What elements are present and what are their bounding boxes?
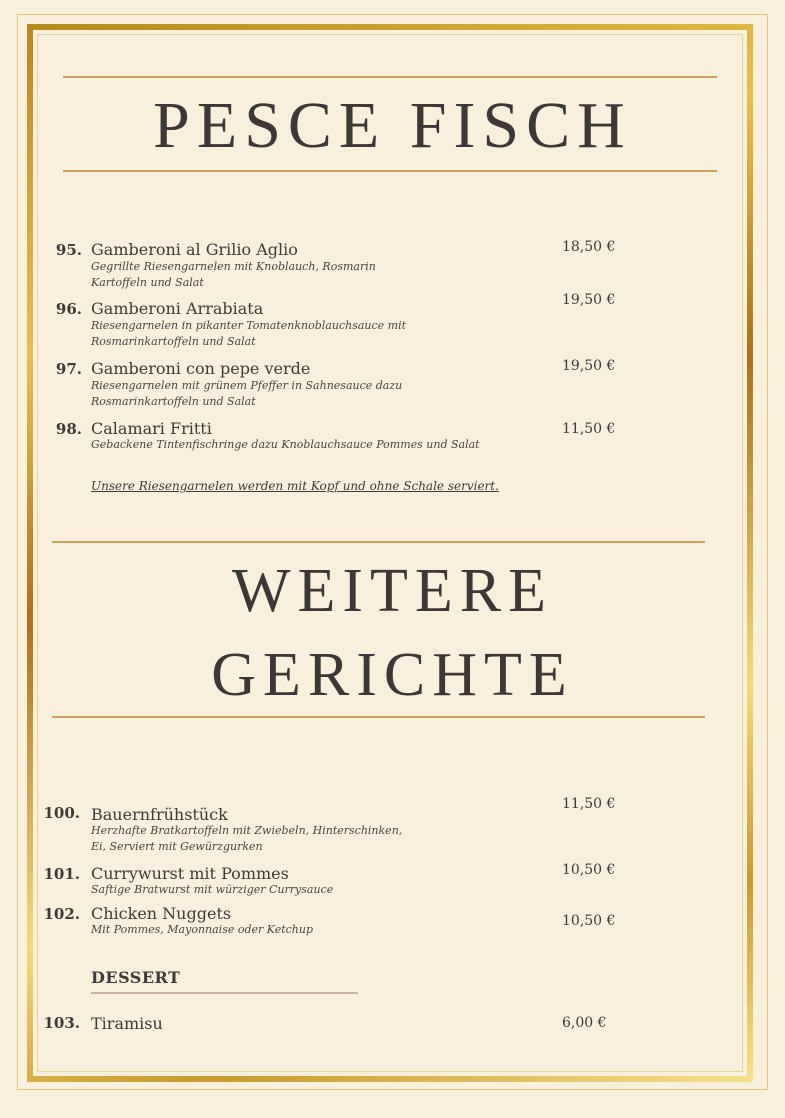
item-price: 6,00 € bbox=[562, 1015, 607, 1031]
item-number: 103. bbox=[43, 1014, 80, 1032]
title-rule-top bbox=[52, 541, 705, 543]
item-description: Herzhafte Bratkartoffeln mit Zwiebeln, Hinterschinken, Ei, Serviert mit Gewürzgurken bbox=[91, 824, 403, 853]
item-description: Gebackene Tintenfischringe dazu Knoblauchsauce Pommes und Salat bbox=[91, 438, 480, 451]
item-name: Currywurst mit Pommes bbox=[91, 864, 289, 883]
item-number: 98. bbox=[55, 420, 82, 438]
item-name: Gamberoni al Grilio Aglio bbox=[91, 240, 298, 259]
item-number: 101. bbox=[43, 865, 80, 883]
item-description: Riesengarnelen in pikanter Tomatenknoblauchsauce mit Rosmarinkartoffeln und Salat bbox=[91, 319, 407, 348]
item-price: 10,50 € bbox=[562, 913, 616, 929]
item-number: 97. bbox=[55, 360, 82, 378]
title-rule-top bbox=[63, 76, 717, 78]
item-name: Tiramisu bbox=[91, 1014, 163, 1033]
item-price: 10,50 € bbox=[562, 862, 616, 878]
item-name: Gamberoni Arrabiata bbox=[91, 299, 264, 318]
item-price: 11,50 € bbox=[562, 421, 616, 437]
item-description: Riesengarnelen mit grünem Pfeffer in Sahnesauce dazu Rosmarinkartoffeln und Salat bbox=[91, 379, 403, 408]
item-name: Gamberoni con pepe verde bbox=[91, 359, 311, 378]
item-description: Gegrillte Riesengarnelen mit Knoblauch, Rosmarin Kartoffeln und Salat bbox=[91, 260, 376, 289]
section-title-line2: GERICHTE bbox=[211, 641, 574, 709]
title-rule-bottom bbox=[63, 170, 717, 172]
section-title-line1: WEITERE bbox=[231, 557, 553, 625]
item-number: 95. bbox=[55, 241, 82, 259]
section-title-fisch: PESCE FISCH bbox=[153, 89, 632, 162]
item-price: 19,50 € bbox=[562, 292, 616, 308]
item-name: Calamari Fritti bbox=[91, 419, 212, 438]
item-name: Bauernfrühstück bbox=[91, 805, 228, 824]
title-rule-bottom bbox=[52, 716, 705, 718]
item-name: Chicken Nuggets bbox=[91, 904, 232, 923]
item-number: 96. bbox=[55, 300, 82, 318]
dessert-heading: DESSERT bbox=[91, 968, 181, 987]
item-description: Saftige Bratwurst mit würziger Currysauce bbox=[91, 883, 334, 896]
item-number: 102. bbox=[43, 905, 80, 923]
item-description: Mit Pommes, Mayonnaise oder Ketchup bbox=[91, 923, 313, 936]
dessert-rule bbox=[91, 992, 358, 994]
item-price: 18,50 € bbox=[562, 239, 616, 255]
item-number: 100. bbox=[43, 804, 80, 822]
item-price: 11,50 € bbox=[562, 796, 616, 812]
item-price: 19,50 € bbox=[562, 358, 616, 374]
shrimp-note: Unsere Riesengarnelen werden mit Kopf und ohne Schale serviert. bbox=[91, 479, 499, 493]
